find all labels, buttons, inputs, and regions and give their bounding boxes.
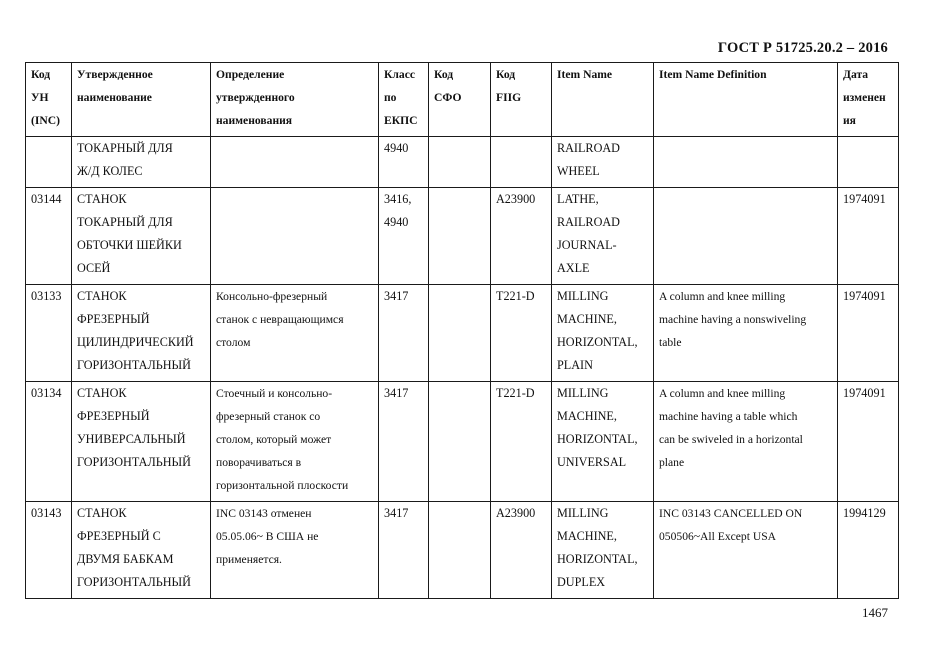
cell-line: фрезерный станок со (216, 410, 321, 423)
cell-line: ГОРИЗОНТАЛЬНЫЙ (77, 575, 191, 589)
cell-line: ФРЕЗЕРНЫЙ С (77, 529, 161, 543)
cell-line: AXLE (557, 261, 590, 275)
cell-line: СТАНОК (77, 192, 127, 206)
cell-item-name (552, 502, 654, 599)
column-header-line: FIIG (496, 91, 522, 104)
cell-name (72, 188, 211, 285)
cell-line: DUPLEX (557, 575, 606, 589)
cell-line (434, 382, 487, 405)
cell-line: УНИВЕРСАЛЬНЫЙ (77, 432, 186, 446)
cell-line (843, 137, 895, 160)
cell-fiig (491, 137, 552, 188)
cell-sfo (429, 285, 491, 382)
table-row (26, 188, 899, 285)
cell-line: 3417 (384, 506, 409, 520)
cell-line: столом, который может (216, 433, 332, 446)
column-header-line: наименования (216, 114, 293, 127)
cell-line: 05.05.06~ В США не (216, 530, 319, 543)
cell-line: Ж/Д КОЛЕС (77, 164, 143, 178)
cell-name (72, 285, 211, 382)
cell-name (72, 382, 211, 502)
cell-item-name (552, 382, 654, 502)
cell-line: INC 03143 отменен (216, 507, 312, 520)
cell-date (838, 502, 899, 599)
cell-line: RAILROAD (557, 141, 620, 155)
cell-line: A23900 (496, 506, 536, 520)
cell-line (659, 137, 834, 160)
column-header-line: ЕКПС (384, 114, 418, 127)
column-header-class (379, 63, 429, 137)
cell-line: UNIVERSAL (557, 455, 627, 469)
cell-line: поворачиваться в (216, 456, 302, 469)
cell-line (216, 137, 375, 160)
cell-fiig (491, 188, 552, 285)
cell-line: T221-D (496, 386, 535, 400)
cell-sfo (429, 502, 491, 599)
table-row (26, 285, 899, 382)
cell-class (379, 285, 429, 382)
column-header-line: Код (496, 68, 516, 81)
cell-item-definition (654, 502, 838, 599)
column-header-line: Код (434, 68, 454, 81)
cell-definition (211, 137, 379, 188)
column-header-sfo (429, 63, 491, 137)
cell-definition (211, 188, 379, 285)
column-header-line: (INC) (31, 114, 60, 127)
cell-class (379, 188, 429, 285)
cell-line: 03143 (31, 506, 62, 520)
cell-line: 050506~All Except USA (659, 530, 777, 543)
cell-line: ОБТОЧКИ ШЕЙКИ (77, 238, 182, 252)
cell-line: Стоечный и консольно- (216, 387, 333, 400)
cell-line: 3417 (384, 289, 409, 303)
cell-line: plane (659, 456, 685, 469)
cell-line: MILLING (557, 289, 609, 303)
cell-line (659, 188, 834, 211)
cell-line: ОСЕЙ (77, 261, 111, 275)
cell-line (496, 137, 548, 160)
cell-line (434, 188, 487, 211)
cell-line: JOURNAL- (557, 238, 617, 252)
cell-line: LATHE, (557, 192, 599, 206)
cell-date (838, 188, 899, 285)
cell-line: 3416, (384, 192, 412, 206)
document-code: ГОСТ Р 51725.20.2 – 2016 (717, 40, 888, 56)
catalog-table (25, 62, 899, 599)
cell-inc (26, 188, 72, 285)
column-header-line: Класс (384, 68, 415, 81)
cell-item-name (552, 285, 654, 382)
cell-line: 3417 (384, 386, 409, 400)
table-row (26, 502, 899, 599)
cell-line: 4940 (384, 141, 409, 155)
cell-sfo (429, 137, 491, 188)
cell-item-definition (654, 382, 838, 502)
cell-item-name (552, 188, 654, 285)
cell-line: MILLING (557, 506, 609, 520)
cell-inc (26, 502, 72, 599)
cell-sfo (429, 382, 491, 502)
cell-fiig (491, 502, 552, 599)
cell-line: 03144 (31, 192, 62, 206)
cell-line: 1974091 (843, 289, 886, 303)
cell-line: 1974091 (843, 192, 886, 206)
cell-line: A23900 (496, 192, 536, 206)
column-header-line: Item Name Definition (659, 68, 767, 81)
column-header-line: наименование (77, 91, 152, 104)
column-header-line: Определение (216, 68, 285, 81)
column-header-item-name (552, 63, 654, 137)
cell-line: 1994129 (843, 506, 886, 520)
column-header-line: по (384, 91, 397, 104)
table-row (26, 382, 899, 502)
table-header-row (26, 63, 899, 137)
column-header-inc (26, 63, 72, 137)
cell-line: ТОКАРНЫЙ ДЛЯ (77, 215, 173, 229)
cell-line: ТОКАРНЫЙ ДЛЯ (77, 141, 173, 155)
cell-line: table (659, 336, 682, 349)
cell-line: MACHINE, (557, 529, 617, 543)
cell-line: MACHINE, (557, 312, 617, 326)
column-header-name (72, 63, 211, 137)
cell-line: столом (216, 336, 251, 349)
cell-definition (211, 502, 379, 599)
cell-line: ЦИЛИНДРИЧЕСКИЙ (77, 335, 194, 349)
cell-line: HORIZONTAL, (557, 432, 638, 446)
cell-line: MACHINE, (557, 409, 617, 423)
cell-class (379, 382, 429, 502)
cell-inc (26, 285, 72, 382)
column-header-line: Код (31, 68, 51, 81)
cell-line: machine having a nonswiveling (659, 313, 807, 326)
cell-item-definition (654, 137, 838, 188)
cell-line: HORIZONTAL, (557, 552, 638, 566)
cell-class (379, 502, 429, 599)
cell-line: Консольно-фрезерный (216, 290, 328, 303)
cell-line: станок с невращающимся (216, 313, 344, 326)
table-body (26, 137, 899, 599)
cell-line: 03133 (31, 289, 62, 303)
cell-date (838, 285, 899, 382)
column-header-line: Item Name (557, 68, 613, 81)
cell-line: can be swiveled in a horizontal (659, 433, 803, 446)
cell-line: RAILROAD (557, 215, 620, 229)
cell-line (31, 137, 68, 160)
cell-line: MILLING (557, 386, 609, 400)
cell-line (434, 285, 487, 308)
cell-line: WHEEL (557, 164, 600, 178)
column-header-line: Утвержденное (77, 68, 153, 81)
cell-line: СТАНОК (77, 506, 127, 520)
cell-item-definition (654, 285, 838, 382)
cell-fiig (491, 285, 552, 382)
cell-sfo (429, 188, 491, 285)
cell-item-definition (654, 188, 838, 285)
cell-fiig (491, 382, 552, 502)
cell-line: 4940 (384, 215, 409, 229)
column-header-date (838, 63, 899, 137)
column-header-line: утвержденного (216, 91, 295, 104)
cell-line: ДВУМЯ БАБКАМ (77, 552, 174, 566)
column-header-line: ия (843, 114, 856, 127)
column-header-line: УН (31, 91, 49, 104)
cell-date (838, 137, 899, 188)
cell-line: ГОРИЗОНТАЛЬНЫЙ (77, 455, 191, 469)
cell-line: ФРЕЗЕРНЫЙ (77, 312, 150, 326)
cell-line: A column and knee milling (659, 387, 786, 400)
cell-line: СТАНОК (77, 289, 127, 303)
cell-inc (26, 382, 72, 502)
cell-line: PLAIN (557, 358, 593, 372)
cell-line: ГОРИЗОНТАЛЬНЫЙ (77, 358, 191, 372)
cell-line: machine having a table which (659, 410, 798, 423)
cell-line: применяется. (216, 553, 282, 566)
column-header-item-definition (654, 63, 838, 137)
cell-definition (211, 285, 379, 382)
cell-name (72, 502, 211, 599)
cell-line: T221-D (496, 289, 535, 303)
table-row (26, 137, 899, 188)
cell-line: 1974091 (843, 386, 886, 400)
cell-line: A column and knee milling (659, 290, 786, 303)
cell-date (838, 382, 899, 502)
cell-line (434, 137, 487, 160)
cell-item-name (552, 137, 654, 188)
column-header-line: изменен (843, 91, 886, 104)
column-header-fiig (491, 63, 552, 137)
column-header-definition (211, 63, 379, 137)
cell-line: горизонтальной плоскости (216, 479, 349, 492)
cell-line: ФРЕЗЕРНЫЙ (77, 409, 150, 423)
cell-definition (211, 382, 379, 502)
cell-line: INC 03143 CANCELLED ON (659, 507, 803, 520)
cell-line (216, 188, 375, 211)
cell-line: HORIZONTAL, (557, 335, 638, 349)
cell-line (434, 502, 487, 525)
column-header-line: Дата (843, 68, 869, 81)
cell-inc (26, 137, 72, 188)
page-number: 1467 (862, 605, 888, 620)
cell-name (72, 137, 211, 188)
cell-class (379, 137, 429, 188)
cell-line: 03134 (31, 386, 62, 400)
cell-line: СТАНОК (77, 386, 127, 400)
column-header-line: СФО (434, 91, 462, 104)
